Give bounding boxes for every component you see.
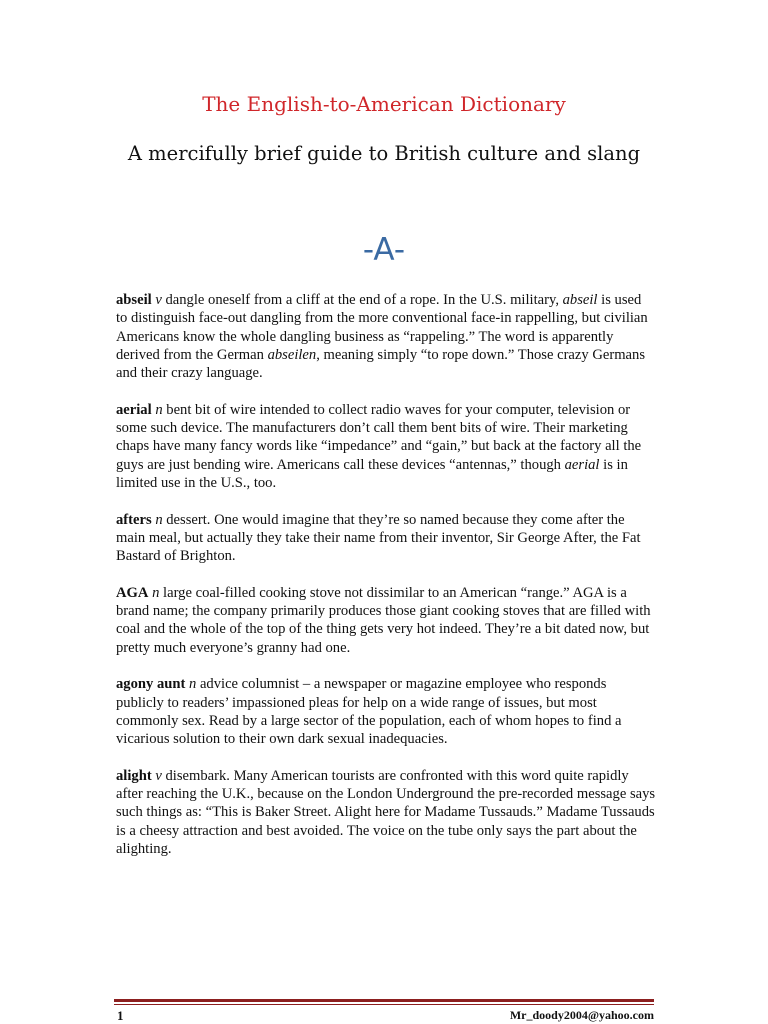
- footer-rule-thin: [114, 1004, 654, 1005]
- entry-headword: agony aunt: [116, 676, 186, 693]
- entry-pos: n: [155, 511, 163, 528]
- entry-headword: afters: [116, 511, 152, 528]
- entry-text: is used to distinguish face-out dangling from the more conventional face-in rappelling, but civilian Americans know the whole dangling business as “rappeling.” The word is apparently derived from the German: [116, 292, 648, 363]
- entry-text: large coal-filled cooking stove not dissimilar to an American “range.” AGA is a brand name; the company primarily produces those giant cooking stoves that are filled with coal and the whole of the top of the thing gets very hot indeed. They’re a bit dated now, but pretty much everyone’s granny had one.: [116, 584, 651, 656]
- entry-italic-term: aerial: [564, 456, 600, 473]
- entry-italic-term: abseil: [562, 292, 598, 308]
- entry-afters: [116, 511, 656, 566]
- entry-alight: [116, 767, 656, 858]
- entry-text: dessert. One would imagine that they’re so named because they come after the main meal, but actually they take their name from their inventor, Sir George After, the Fat Bastard of Brighton.: [116, 511, 641, 565]
- page-subtitle: A mercifully brief guide to British culture and slang: [127, 142, 641, 165]
- entry-italic-term: abseilen: [267, 346, 317, 363]
- entry-pos: n: [189, 676, 197, 693]
- entry-text: , meaning simply “to rope down.” Those crazy Germans and their crazy language.: [116, 346, 646, 382]
- entry-agony-aunt: [116, 675, 656, 748]
- entry-pos: n: [155, 401, 163, 418]
- section-letter: -A-: [362, 232, 406, 268]
- entry-text: is in limited use in the U.S., too.: [116, 456, 628, 491]
- entry-pos: v: [155, 767, 162, 784]
- page-number: 1: [117, 1008, 124, 1023]
- entry-text: advice columnist – a newspaper or magazine employee who responds publicly to readers’ impassioned pleas for help on a wide range of issues, but most commonly sex. Read by a large sector of the population, each of whom hopes to find a vicarious solution to their own dark sexual inadequacies.: [116, 676, 622, 748]
- entry-aerial: [116, 401, 656, 492]
- entry-aga: [116, 584, 656, 657]
- page-title: The English-to-American Dictionary: [202, 92, 566, 116]
- entry-text: disembark. Many American tourists are confronted with this word quite rapidly after reaching the U.K., because on the London Underground the pre-recorded message says such things as: “This is Baker Street. Alight here for Madame Tussauds.” Madame Tussauds is a cheesy attraction and best avoided. The voice on the tube only says the part about the alighting.: [116, 767, 656, 857]
- entry-headword: abseil: [116, 292, 152, 308]
- entry-text: dangle oneself from a cliff at the end of a rope. In the U.S. military,: [161, 292, 563, 308]
- footer-email: Mr_doody2004@yahoo.com: [509, 1008, 654, 1022]
- entry-pos: v: [155, 292, 162, 308]
- entries-list: [116, 291, 656, 877]
- entry-abseil: [116, 291, 656, 382]
- entry-pos: n: [152, 584, 160, 601]
- entry-text: bent bit of wire intended to collect radio waves for your computer, television or some such device. The manufacturers don’t call them bent bits of wire. Their marketing chaps have many fancy words like “impedance” and “gain,” but back at the factory all the guys are just bending wire. Americans call these devices “antennas,” though: [116, 401, 642, 473]
- entry-headword: aerial: [116, 401, 152, 418]
- footer-rule: [114, 999, 654, 1002]
- entry-headword: alight: [116, 767, 152, 784]
- entry-headword: AGA: [116, 584, 149, 601]
